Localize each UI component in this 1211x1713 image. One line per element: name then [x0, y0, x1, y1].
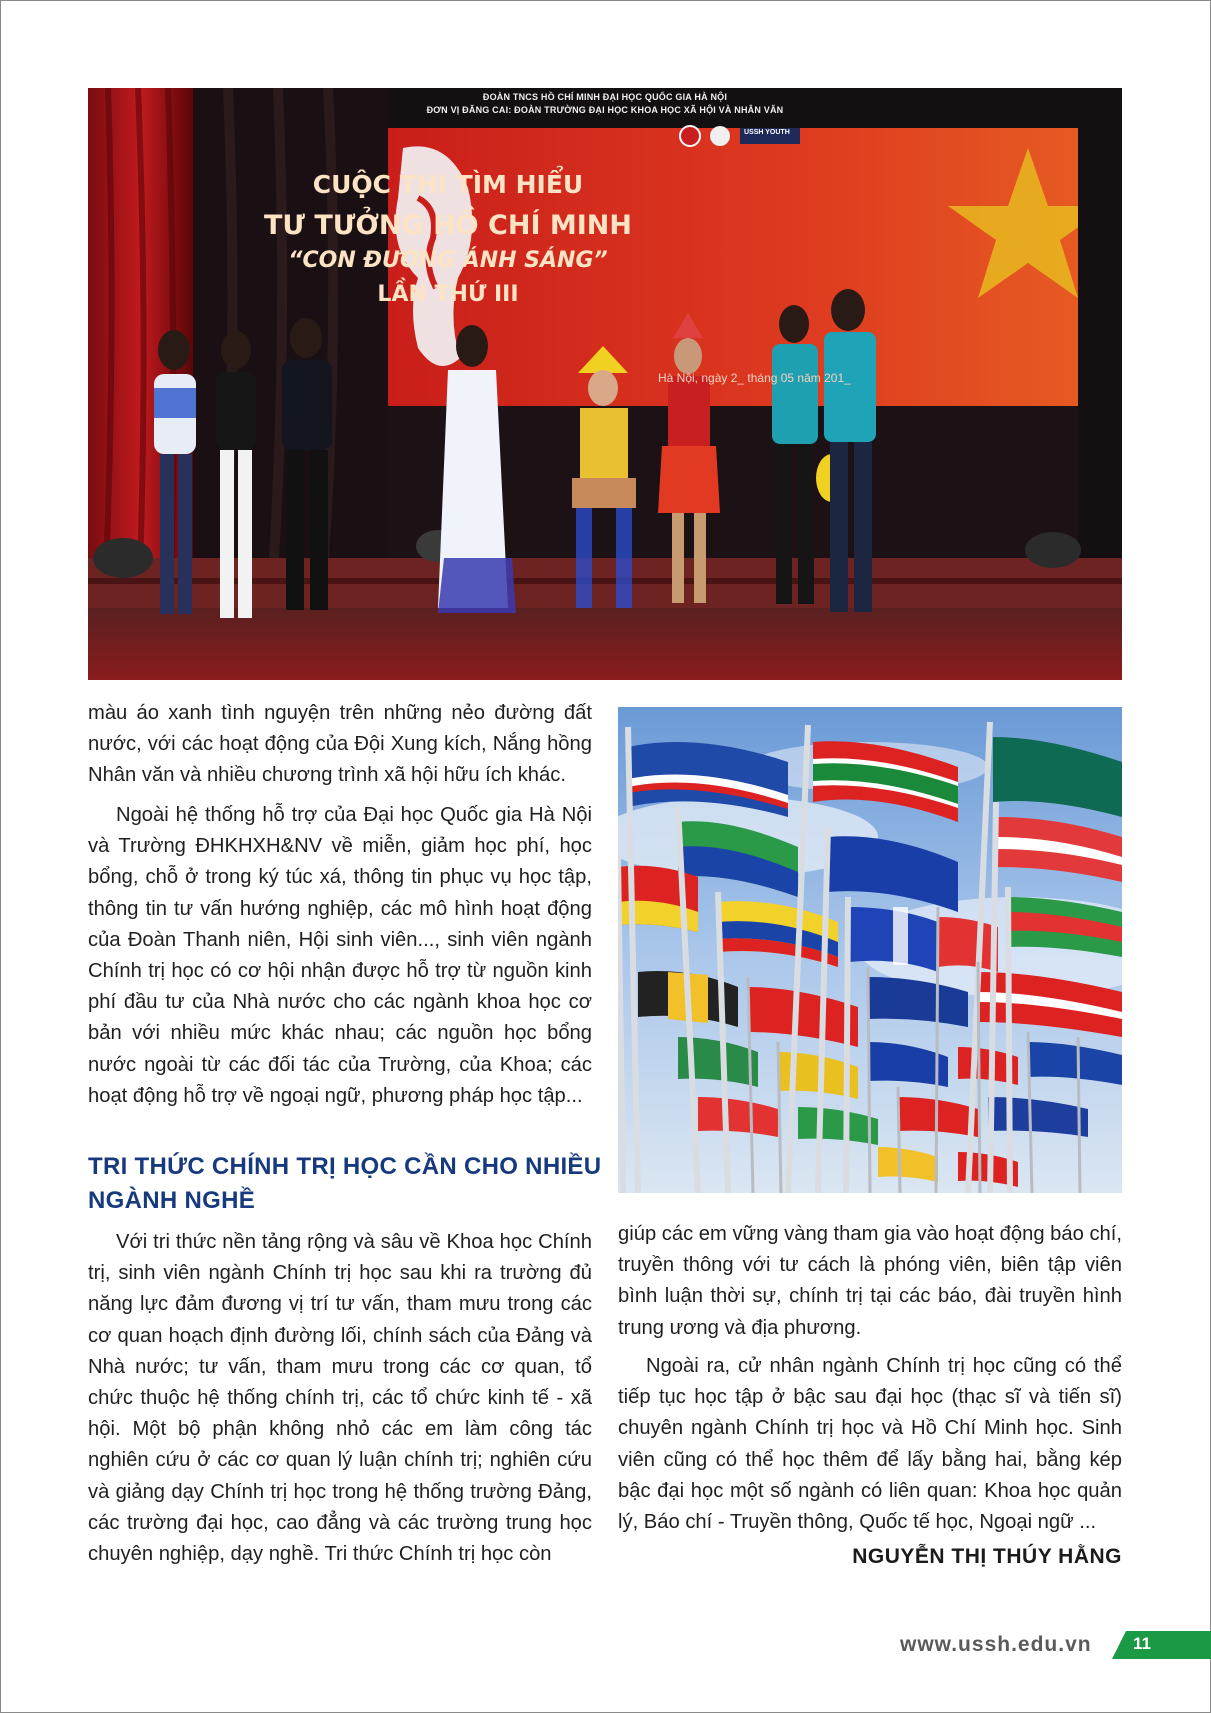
- banner-org-line1: ĐOÀN TNCS HỒ CHÍ MINH ĐẠI HỌC QUỐC GIA HÀ NỘI: [482, 92, 728, 102]
- page-number-tab: [1112, 1631, 1211, 1659]
- flags-photo: [618, 707, 1122, 1193]
- footer-url[interactable]: www.ussh.edu.vn: [900, 1633, 1092, 1656]
- paragraph-5: Ngoài ra, cử nhân ngành Chính trị học cũng có thể tiếp tục học tập ở bậc sau đại học (thạc sĩ và tiến sĩ) chuyên ngành Chính trị học và Hồ Chí Minh học. Sinh viên cũng có thể học thêm để lấy bằng hai, bằng kép bậc đại học một số ngành có liên quan: Khoa học quản lý, Báo chí - Truyền thông, Quốc tế học, Ngoại ngữ ...: [618, 1355, 1122, 1534]
- paragraph-2: Ngoài hệ thống hỗ trợ của Đại học Quốc gia Hà Nội và Trường ĐHKHXH&NV về miễn, giảm học phí, học bổng, chỗ ở trong ký túc xá, thông tin phục vụ học tập, thông tin tư vấn hướng nghiệp, các mô hình hoạt động của Đoàn Thanh niên, Hội sinh viên..., sinh viên ngành Chính trị học có cơ hội nhận được hỗ trợ từ nguồn kinh phí đầu tư của Nhà nước cho các ngành khoa học cơ bản với nhiều mức khác nhau; các nguồn học bổng nước ngoài từ các đối tác của Trường, của Khoa; các hoạt động hỗ trợ về ngoại ngữ, phương pháp học tập...: [88, 804, 592, 1107]
- banner-title-line3: “CON ĐƯỜNG ÁNH SÁNG”: [288, 248, 608, 273]
- banner-title-line2: TƯ TƯỞNG HỒ CHÍ MINH: [263, 210, 632, 241]
- banner-date: Hà Nội, ngày 2_ tháng 05 năm 201_: [658, 371, 851, 385]
- paragraph-3: Với tri thức nền tảng rộng và sâu về Khoa học Chính trị, sinh viên ngành Chính trị học sau khi ra trường đủ năng lực đảm đương vị trí tư vấn, tham mưu trong các cơ quan hoạch định đường lối, chính sách của Đảng và Nhà nước; tư vấn, tham mưu trong các cơ quan, tổ chức thuộc hệ thống chính trị, các tổ chức kinh tế - xã hội. Một bộ phận không nhỏ các em làm công tác nghiên cứu ở các cơ quan lý luận chính trị; nghiên cứu và giảng dạy Chính trị học trong hệ thống trường Đảng, các trường đại học, cao đẳng và các trường trung học chuyên nghiệp, dạy nghề. Tri thức Chính trị học còn: [88, 1231, 592, 1566]
- author-name: NGUYỄN THỊ THÚY HẰNG: [852, 1545, 1122, 1568]
- section-heading: TRI THỨC CHÍNH TRỊ HỌC CẦN CHO NHIỀU NGÀNH NGHỀ: [88, 1153, 602, 1214]
- banner-title-line4: LẦN THỨ III: [377, 282, 519, 307]
- banner-title-line1: CUỘC THI TÌM HIỂU: [312, 170, 584, 199]
- flags-illustration: [618, 707, 1122, 1193]
- stage-photo: [88, 88, 1122, 680]
- paragraph-1: màu áo xanh tình nguyện trên những nẻo đường đất nước, với các hoạt động của Đội Xung kích, Nắng hồng Nhân văn và nhiều chương trình xã hội hữu ích khác.: [88, 702, 592, 787]
- banner-org-line2: ĐƠN VỊ ĐĂNG CAI: ĐOÀN TRƯỜNG ĐẠI HỌC KHOA HỌC XÃ HỘI VÀ NHÂN VĂN: [426, 105, 784, 115]
- page-number: 11: [1133, 1634, 1151, 1653]
- paragraph-4: giúp các em vững vàng tham gia vào hoạt động báo chí, truyền thông với tư cách là phóng viên, biên tập viên bình luận thời sự, chính trị tại các báo, đài truyền hình trung ương và địa phương.: [618, 1223, 1122, 1339]
- ussh-youth-logo: USSH YOUTH: [744, 129, 790, 136]
